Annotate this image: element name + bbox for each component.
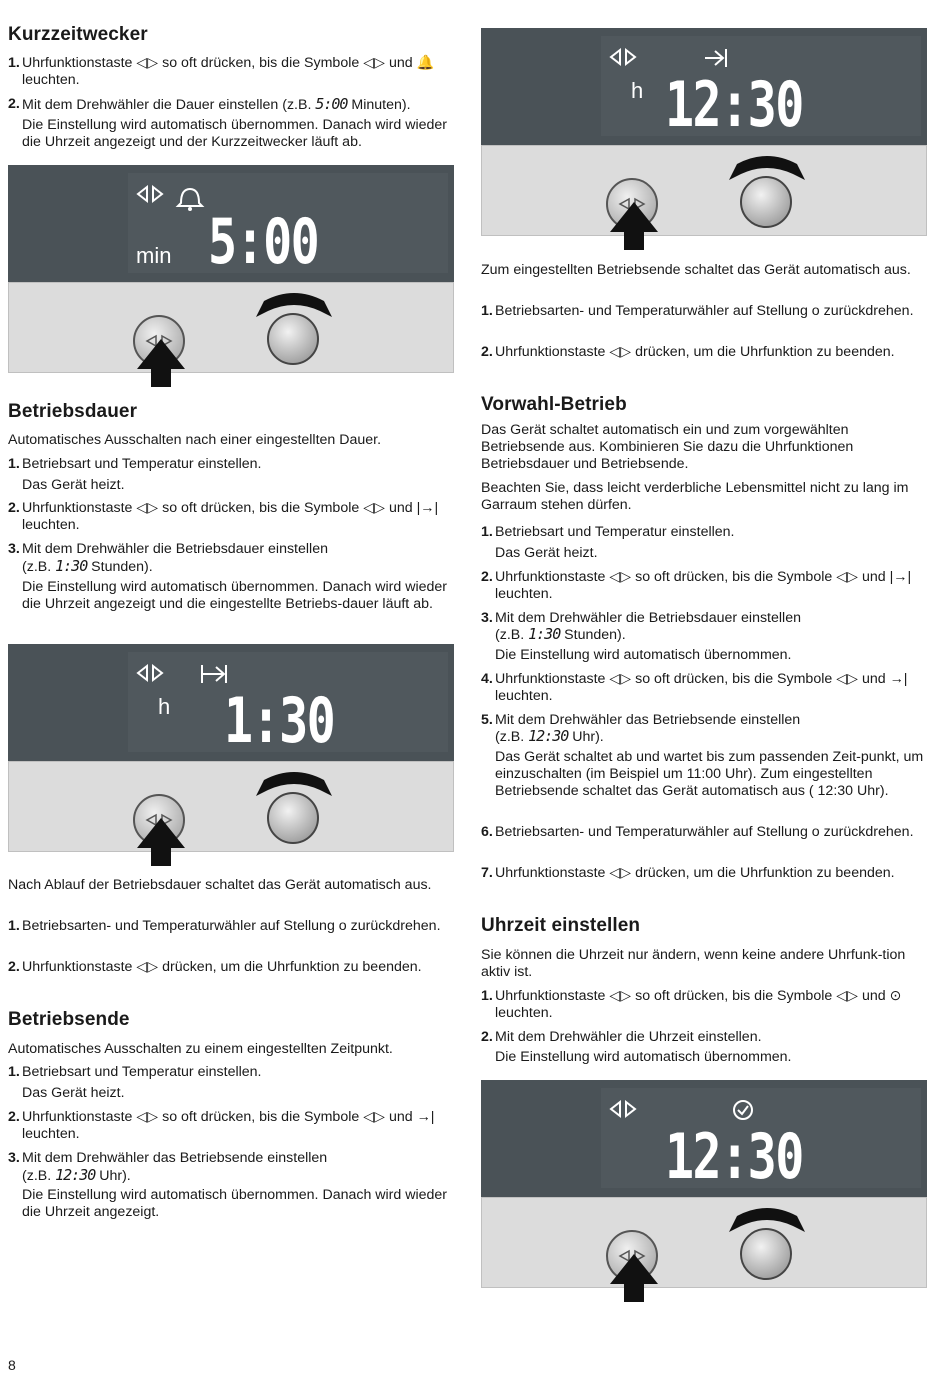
step-1: 1. Uhrfunktionstaste ◁▷ so oft drücken, bis die Symbole ◁▷ und 🔔 leuchten.: [8, 55, 435, 88]
end-after-text: Zum eingestellten Betriebsende schaltet das Gerät automatisch aus.: [481, 262, 911, 278]
unit-label: h: [158, 694, 171, 719]
step-1: 1. Betriebsart und Temperatur einstellen.: [8, 456, 262, 472]
step-7: 7. Uhrfunktionstaste ◁▷ drücken, um die Uhrfunktion zu beenden.: [481, 865, 895, 881]
step-3: 3. Mit dem Drehwähler die Betriebsdauer einstellen: [8, 541, 328, 557]
intro-text: Automatisches Ausschalten zu einem eingestellten Zeitpunkt.: [8, 1041, 393, 1057]
step-1: 1. Betriebsart und Temperatur einstellen.: [481, 524, 735, 540]
step-1: 1. Uhrfunktionstaste ◁▷ so oft drücken, bis die Symbole ◁▷ und ⊙ leuchten.: [481, 988, 902, 1021]
after-text: Nach Ablauf der Betriebsdauer schaltet das Gerät automatisch aus.: [8, 877, 432, 893]
oven-panel-clock: [481, 1080, 927, 1288]
step-4: 4. Uhrfunktionstaste ◁▷ so oft drücken, bis die Symbole ◁▷ und →| leuchten.: [481, 671, 908, 704]
step-3-note: Die Einstellung wird automatisch übernommen. Danach wird wieder die Uhrzeit angezeigt.: [22, 1187, 448, 1220]
oven-panel-timer: [8, 165, 454, 373]
step-3: 3. Mit dem Drehwähler das Betriebsende einstellen: [8, 1150, 328, 1166]
step-3-note: Die Einstellung wird automatisch übernommen. Danach wird wieder die Uhrzeit angezeigt und die eingestellte Betriebs-dauer läuft ab.: [22, 579, 448, 612]
display: [481, 28, 927, 145]
unit-label: min: [136, 243, 172, 268]
unit-label: h: [631, 78, 644, 103]
step-3-note: Die Einstellung wird automatisch übernommen.: [495, 647, 792, 663]
heading-betriebsende: Betriebsende: [8, 1009, 130, 1030]
rotary-knob[interactable]: [740, 176, 792, 228]
step-2: 2. Mit dem Drehwähler die Dauer einstellen (z.B. 5:00 Minuten).: [8, 95, 411, 113]
intro-text: Sie können die Uhrzeit nur ändern, wenn keine andere Uhrfunk-tion aktiv ist.: [481, 947, 906, 980]
step-2: 2. Uhrfunktionstaste ◁▷ drücken, um die Uhrfunktion zu beenden.: [8, 959, 422, 975]
heading-betriebsdauer: Betriebsdauer: [8, 401, 138, 422]
arrow-up-icon: [610, 202, 658, 250]
arrow-up-icon: [137, 339, 185, 387]
step-1: 1. Betriebsart und Temperatur einstellen.: [8, 1064, 262, 1080]
step-1-note: Das Gerät heizt.: [22, 477, 125, 493]
step-3: 3. Mit dem Drehwähler die Betriebsdauer einstellen: [481, 610, 801, 626]
step-2: 2. Uhrfunktionstaste ◁▷ so oft drücken, bis die Symbole ◁▷ und |→| leuchten.: [481, 569, 912, 602]
step-2: 2. Uhrfunktionstaste ◁▷ drücken, um die Uhrfunktion zu beenden.: [481, 344, 895, 360]
display: [8, 644, 454, 761]
heading-kurzzeitwecker: Kurzzeitwecker: [8, 24, 148, 45]
arrow-up-icon: [137, 818, 185, 866]
heading-vorwahl-betrieb: Vorwahl-Betrieb: [481, 394, 627, 415]
step-5: 5. Mit dem Drehwähler das Betriebsende einstellen: [481, 712, 801, 728]
step-1-note: Das Gerät heizt.: [22, 1085, 125, 1101]
clock-key-and-duration-icon: [136, 664, 236, 690]
display: [8, 165, 454, 282]
display: [481, 1080, 927, 1197]
step-2-note: Die Einstellung wird automatisch übernommen.: [495, 1049, 792, 1065]
rotary-knob[interactable]: [740, 1228, 792, 1280]
intro-text: Automatisches Ausschalten nach einer eingestellten Dauer.: [8, 432, 382, 448]
step-1: 1. Betriebsarten- und Temperaturwähler auf Stellung o zurückdrehen.: [481, 303, 914, 319]
step-5-note: Das Gerät schaltet ab und wartet bis zum passenden Zeit-punkt, um einzuschalten (im Beispiel um 11:00 Uhr). Zum eingestellten Betriebsende schaltet das Gerät automatisch aus ( 12:30 Uhr).: [495, 749, 924, 799]
step-1-note: Das Gerät heizt.: [495, 545, 598, 561]
oven-panel-duration: [8, 644, 454, 852]
heading-uhrzeit-einstellen: Uhrzeit einstellen: [481, 915, 641, 936]
rotary-knob[interactable]: [267, 313, 319, 365]
step-6: 6. Betriebsarten- und Temperaturwähler auf Stellung o zurückdrehen.: [481, 824, 914, 840]
step-2-note: Die Einstellung wird automatisch übernommen. Danach wird wieder die Uhrzeit angezeigt und der Kurzzeitwecker läuft ab.: [22, 117, 448, 150]
oven-panel-end: [481, 28, 927, 236]
time-digits: 1:30: [224, 684, 335, 757]
step-2: 2. Uhrfunktionstaste ◁▷ so oft drücken, bis die Symbole ◁▷ und |→| leuchten.: [8, 500, 439, 533]
page-number: 8: [8, 1357, 16, 1373]
time-digits: 12:30: [665, 1120, 803, 1193]
rotary-knob[interactable]: [267, 792, 319, 844]
intro-text: Das Gerät schaltet automatisch ein und zum vorgewählten Betriebsende aus. Kombinieren Sie dazu die Uhrfunktionen Betriebsdauer und Betriebsende.: [481, 422, 854, 472]
time-digits: 12:30: [665, 68, 803, 141]
time-digits: 5:00: [208, 205, 319, 278]
step-2: 2. Mit dem Drehwähler die Uhrzeit einstellen.: [481, 1029, 762, 1045]
step-1: 1. Betriebsarten- und Temperaturwähler auf Stellung o zurückdrehen.: [8, 918, 441, 934]
arrow-up-icon: [610, 1254, 658, 1302]
note-text: Beachten Sie, dass leicht verderbliche Lebensmittel nicht zu lang im Garraum stehen dürfen.: [481, 480, 909, 513]
step-2: 2. Uhrfunktionstaste ◁▷ so oft drücken, bis die Symbole ◁▷ und →| leuchten.: [8, 1109, 435, 1142]
